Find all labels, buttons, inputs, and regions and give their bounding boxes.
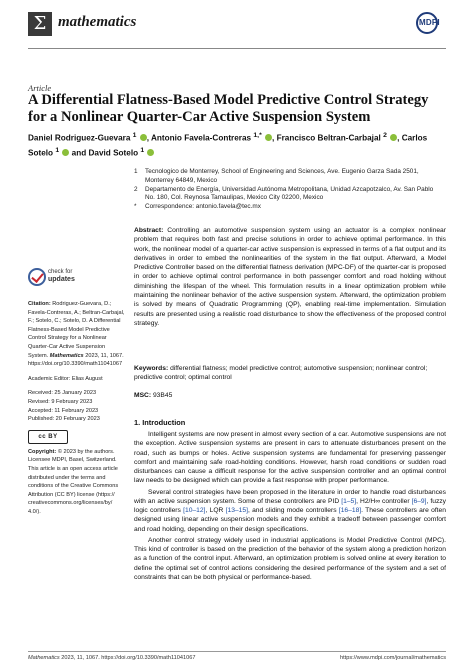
paper-title: A Differential Flatness-Based Model Predictive Control Strategy for a Nonlinear Quarter-Car Active Suspension System xyxy=(28,92,429,125)
text-run: Several control strategies have been proposed in the literature in order to handle road disturbances with an active suspension system. Some of these controllers are PID xyxy=(134,488,446,505)
citation-link[interactable]: [13–15] xyxy=(225,507,248,514)
citation-link[interactable]: [1–5] xyxy=(341,497,357,505)
affiliation-number: * xyxy=(134,203,137,211)
author-affil-sup: 1 xyxy=(55,146,60,154)
journal-header xyxy=(28,12,446,40)
text-run: , fuzzy logic controllers xyxy=(134,497,446,514)
accepted-date: Accepted: 11 February 2023 xyxy=(28,407,99,414)
abstract-label: Abstract: xyxy=(134,227,164,234)
author-name[interactable]: Daniel Rodriguez-Guevara xyxy=(28,133,131,143)
citation-link[interactable]: [10–12] xyxy=(183,507,206,514)
publisher-name: MDPI xyxy=(419,18,440,27)
check-updates-line1: check for xyxy=(48,269,73,275)
text-run: , LQR xyxy=(205,507,226,514)
published-date: Published: 20 February 2023 xyxy=(28,416,100,423)
check-updates-label xyxy=(48,269,75,284)
text-run: . These controllers are often designed using linear active suspension models and they exhibit a tradeoff between passenger comfort and road holding, depending on their design specifications. xyxy=(134,507,446,533)
correspondence-email[interactable]: Correspondence: antonio.favela@tec.mx xyxy=(145,203,261,211)
introduction-body xyxy=(134,430,446,584)
affiliations xyxy=(134,168,434,212)
journal-logo-icon[interactable]: Σ xyxy=(28,12,52,36)
mdpi-logo[interactable] xyxy=(416,12,446,34)
academic-editor: Academic Editor: Elias August xyxy=(28,375,103,382)
author-affil-sup: 1 xyxy=(132,132,137,139)
abstract-text: Controlling an automotive suspension system using an actuator is a complex nonlinear problem that requires both fast and precise solutions in order to achieve optimal performance. In this work, the nonlinear model of a quarter-car active suspension is expressed in terms of a flat output and its derivatives in order to embed the nonlinearities of the system in the flat output. Afterward, a Model Predictive Controller based on the differential flatness derivation (MPC-DF) of the quarter-car is proposed in order to achieve optimal control performance in both passenger comfort and road holding without diminishing the lifespan of the wheel. This formulation results in a linear optimization problem while maintaining the nonlinear behavior of the active suspension system. Afterward, the optimization problem is solved by means of Quadratic Programming (QP), enabling real-time implementation. Simulation results are presented using a realistic road disturbance to show the effectiveness of the proposed control strategy. xyxy=(134,227,447,327)
article-sidebar xyxy=(28,300,126,522)
msc-label: MSC: xyxy=(134,392,152,399)
citation-doi[interactable]: 2023, 11, 1067. https://doi.org/10.3390/math11041067 xyxy=(28,352,124,368)
affiliation-number: 1 xyxy=(134,168,138,175)
author-affil-sup: 1 xyxy=(140,146,145,154)
footer-divider xyxy=(28,651,446,652)
paragraph xyxy=(134,488,446,534)
orcid-icon[interactable] xyxy=(62,149,69,156)
author-name[interactable]: Antonio Favela-Contreras xyxy=(151,133,252,143)
check-updates-icon xyxy=(28,268,46,286)
check-updates-line2: updates xyxy=(48,276,75,283)
citation-text: Rodriguez-Guevara, D.; Favela-Contreras, A.; Beltran-Carbajal, F.; Sotelo, C.; Sotelo, D. A Differential Flatness-Based Model Predictive Control Strategy for a Nonlinear Quarter-Car Active Suspension System. xyxy=(28,301,125,359)
msc-codes xyxy=(134,392,446,399)
text-run: , H2/H∞ controller xyxy=(356,497,412,505)
citation-link[interactable]: [16–18] xyxy=(338,507,362,514)
cc-by-badge-icon[interactable]: cc BY xyxy=(28,430,68,444)
revised-date: Revised: 9 February 2023 xyxy=(28,398,93,405)
msc-value: 93B45 xyxy=(152,392,173,399)
footer-journal: Mathematics xyxy=(28,655,60,661)
author-name[interactable]: Carlos Sotelo xyxy=(28,133,428,158)
citation-journal: Mathematics xyxy=(49,352,84,359)
author-list: Daniel Rodriguez-Guevara $^1$ , Antonio Favela-Contreras $^{1,*}$ , Francisco Beltran-Carbajal $^2$ , Carlos Sotelo $^1$ and David Sotelo $^1$ xyxy=(28,132,428,158)
check-for-updates-button[interactable] xyxy=(28,268,98,296)
author-name[interactable]: David Sotelo xyxy=(88,148,139,158)
paragraph: Intelligent systems are now present in almost every section of a car. Automotive suspensions are not the exception. Active suspension systems are present in cars to attenuate disturbances present on the road, such as bumps or holes. Active suspension systems are fundamental for preserving passenger comfort and maintaining safe road-holding conditions. However, harsh road conditions or sudden road disturbances can cause a difficult response for the active suspension controller and an optimal control law needs to be designed which can provide a fast response with proper performance. xyxy=(134,431,446,485)
citation-block xyxy=(28,300,126,369)
orcid-icon[interactable] xyxy=(147,149,154,156)
affiliation-item xyxy=(134,186,434,204)
affiliation-item xyxy=(134,168,434,186)
article-type-label: Article xyxy=(28,83,52,93)
section-heading: 1. Introduction xyxy=(134,418,186,427)
journal-name[interactable]: mathematics xyxy=(58,14,137,30)
received-date: Received: 25 January 2023 xyxy=(28,390,97,397)
orcid-icon[interactable] xyxy=(265,134,272,141)
footer-journal-url[interactable]: https://www.mdpi.com/journal/mathematics xyxy=(339,655,446,661)
copyright-label: Copyright: xyxy=(28,448,57,455)
affiliation-number: 2 xyxy=(134,185,138,193)
paragraph: Another control strategy widely used in industrial applications is Model Predictive Control (MPC). This kind of controller is based on the prediction of the behavior of the system along a prediction horizon as a function of the control input. Afterward, an optimization problem is solved online at every iteration to define the optimal set of control actions considering the desired performance of the system and a set of constraints that can be both physical or performance-based. xyxy=(134,536,446,581)
citation-link[interactable]: [6–9] xyxy=(411,497,427,505)
affiliation-text: Tecnologico de Monterrey, School of Engineering and Sciences, Ave. Eugenio Garza Sada 2501, Monterrey 64849, Mexico xyxy=(145,168,419,184)
citation-label: Citation: xyxy=(28,301,51,307)
keywords xyxy=(134,364,446,383)
orcid-icon[interactable] xyxy=(140,134,147,141)
footer-doi[interactable]: 2023, 11, 1067. https://doi.org/10.3390/math11041067 xyxy=(61,655,196,661)
affiliation-text: Departamento de Energía, Universidad Autónoma Metropolitana, Unidad Azcapotzalco, Av. San Pablo No. 180, Col. Reynosa Tamaulipas, Mexico City 02200, Mexico xyxy=(145,185,434,202)
orcid-icon[interactable] xyxy=(390,134,397,141)
history-dates xyxy=(28,389,126,423)
affiliation-item xyxy=(134,203,434,212)
author-affil-sup: 1,* xyxy=(253,132,262,139)
footer-citation xyxy=(28,655,195,661)
copyright-text: © 2023 by the authors. Licensee MDPI, Basel, Switzerland. This article is an open access article distributed under the terms and conditions of the Creative Commons Attribution (CC BY) license (https:// creativecommons.org/licenses/by/ 4.0/). xyxy=(28,448,119,515)
keywords-label: Keywords: xyxy=(134,365,169,372)
author-name[interactable]: Francisco Beltran-Carbajal xyxy=(276,133,381,143)
keywords-text: differential flatness; model predictive control; automotive suspension; nonlinear control; predictive control; optimal control xyxy=(134,365,428,382)
abstract xyxy=(134,226,446,328)
text-run: , and sliding mode controllers xyxy=(247,507,339,514)
copyright-block xyxy=(28,448,126,517)
author-affil-sup: 2 xyxy=(383,132,387,139)
header-divider xyxy=(28,48,446,49)
